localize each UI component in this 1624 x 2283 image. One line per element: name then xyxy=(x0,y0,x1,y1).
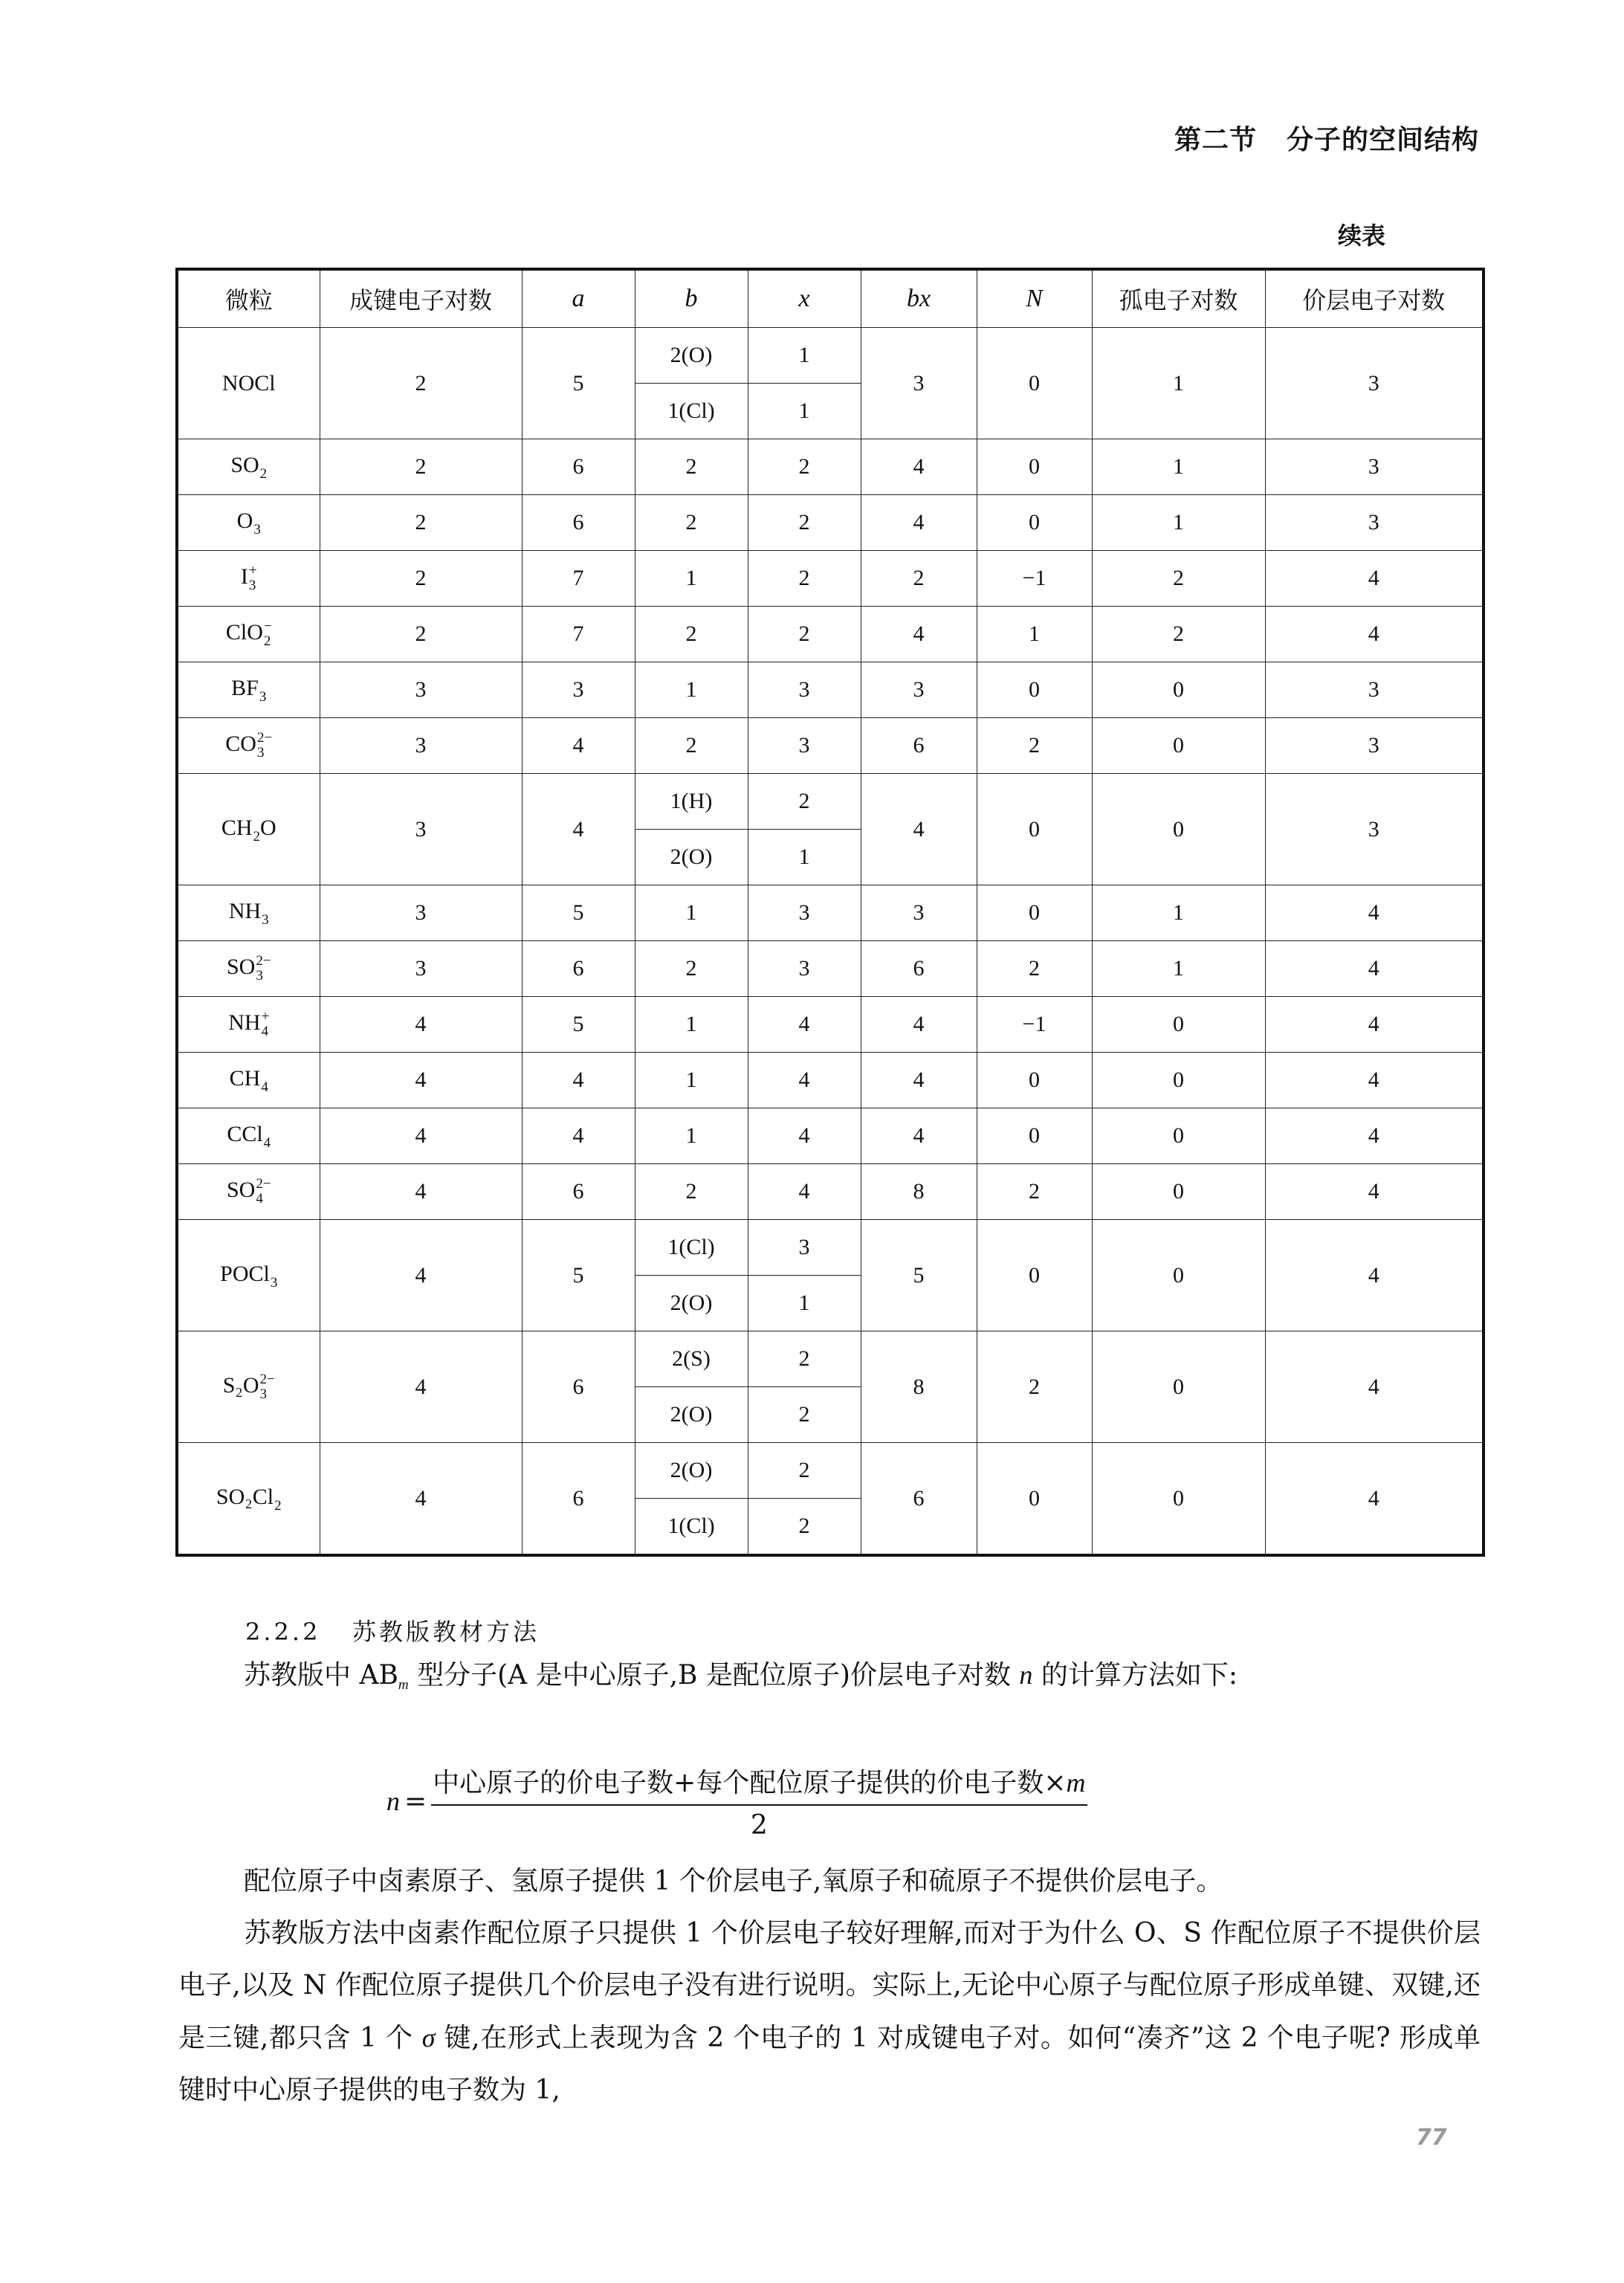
cell-x: 4 xyxy=(748,1164,861,1220)
cell-valence-pairs: 4 xyxy=(1265,941,1484,997)
species-formula: SO xyxy=(226,1177,256,1202)
cell-a: 6 xyxy=(522,1443,635,1556)
cell-bx: 4 xyxy=(861,607,977,662)
cell-b: 2 xyxy=(635,495,748,551)
paragraph-2 xyxy=(178,1856,1481,1908)
cell-x: 2 xyxy=(748,495,861,551)
species-subscript: 2 xyxy=(253,828,260,845)
species-scripts xyxy=(264,619,272,649)
cell-bx: 8 xyxy=(861,1164,977,1220)
cell-N: −1 xyxy=(977,997,1092,1053)
species-formula: S₂O xyxy=(222,1372,259,1398)
cell-N: −1 xyxy=(977,551,1092,607)
species-charge: + xyxy=(248,563,257,578)
p3-text-a: 苏教版方法中卤素作配位原子只提供 1 个价层电子较好理解,而对于为什么 O、S 作配位原子不提供价层电子,以及 N 作配位原子提供几个价层电子没有进行说明。实际上,无论中心原子与配位原子形成单键、双键,还是三键,都只含 1 个 xyxy=(178,1918,1481,2053)
cell-valence-pairs: 4 xyxy=(1265,551,1484,607)
species-scripts xyxy=(249,564,257,593)
vsepr-table xyxy=(175,268,1485,1557)
species-charge xyxy=(271,1261,278,1276)
cell-bonding-pairs: 4 xyxy=(320,997,522,1053)
cell-bx: 4 xyxy=(861,1053,977,1108)
table-row xyxy=(177,1331,1484,1387)
cell-x: 2 xyxy=(748,1387,861,1443)
species-subscript: 4 xyxy=(256,1191,263,1207)
cell-a: 7 xyxy=(522,551,635,607)
species-scripts xyxy=(257,731,272,761)
table-row xyxy=(177,1053,1484,1108)
species-subscript: 3 xyxy=(262,912,269,928)
cell-b: 2 xyxy=(635,941,748,997)
species-formula: I xyxy=(240,564,248,589)
species-formula: BF xyxy=(231,675,259,700)
cell-N: 2 xyxy=(977,1164,1092,1220)
cell-lone-pairs: 1 xyxy=(1092,885,1265,941)
section-number: 2.2.2 xyxy=(245,1618,321,1646)
species-charge xyxy=(274,1484,282,1499)
running-head xyxy=(1174,119,1479,157)
species-formula: SO xyxy=(226,954,256,979)
cell-valence-pairs: 3 xyxy=(1265,328,1484,439)
species-formula: SO₂Cl xyxy=(216,1484,274,1509)
species-scripts xyxy=(253,508,261,537)
paragraph-3 xyxy=(178,1908,1481,2116)
cell-N: 0 xyxy=(977,885,1092,941)
cell-x: 1 xyxy=(748,830,861,885)
species-formula-tail: O xyxy=(260,815,276,840)
cell-lone-pairs: 0 xyxy=(1092,1220,1265,1331)
species-formula: CH xyxy=(229,1065,261,1091)
cell-valence-pairs: 4 xyxy=(1265,885,1484,941)
cell-bonding-pairs: 4 xyxy=(320,1053,522,1108)
cell-b: 2(O) xyxy=(635,1443,748,1499)
table-row xyxy=(177,718,1484,774)
page-number: 77 xyxy=(1416,2125,1447,2151)
cell-lone-pairs: 0 xyxy=(1092,1108,1265,1164)
species-formula: O xyxy=(236,508,253,533)
cell-x: 1 xyxy=(748,1276,861,1331)
cell-a: 4 xyxy=(522,1053,635,1108)
species-charge xyxy=(253,508,261,523)
cell-bonding-pairs: 4 xyxy=(320,1164,522,1220)
cell-x: 4 xyxy=(748,997,861,1053)
cell-lone-pairs: 0 xyxy=(1092,662,1265,718)
cell-a: 6 xyxy=(522,495,635,551)
cell-a: 4 xyxy=(522,1108,635,1164)
species-scripts xyxy=(259,675,267,705)
cell-bx: 6 xyxy=(861,941,977,997)
cell-bonding-pairs: 3 xyxy=(320,941,522,997)
species-charge: 2− xyxy=(256,1176,271,1192)
species-formula: POCl xyxy=(220,1261,270,1286)
cell-valence-pairs: 4 xyxy=(1265,1443,1484,1556)
cell-bx: 3 xyxy=(861,662,977,718)
cell-b: 1 xyxy=(635,1053,748,1108)
cell-bonding-pairs: 2 xyxy=(320,439,522,495)
cell-a: 6 xyxy=(522,439,635,495)
cell-N: 0 xyxy=(977,774,1092,885)
table-row xyxy=(177,607,1484,662)
cell-bx: 3 xyxy=(861,885,977,941)
species-scripts xyxy=(256,954,271,984)
species-formula: CH xyxy=(221,815,253,840)
cell-b: 2 xyxy=(635,607,748,662)
species-scripts xyxy=(262,1010,270,1039)
cell-a: 6 xyxy=(522,1164,635,1220)
cell-bonding-pairs: 2 xyxy=(320,495,522,551)
cell-bx: 8 xyxy=(861,1331,977,1443)
cell-b: 1(H) xyxy=(635,774,748,830)
cell-b: 2 xyxy=(635,1164,748,1220)
species-subscript: 3 xyxy=(270,1274,278,1291)
cell-species xyxy=(177,1443,320,1556)
cell-lone-pairs: 1 xyxy=(1092,328,1265,439)
cell-x: 1 xyxy=(748,328,861,384)
p1-text-c: 的计算方法如下: xyxy=(1032,1660,1238,1691)
table-row xyxy=(177,1443,1484,1499)
cell-valence-pairs: 3 xyxy=(1265,439,1484,495)
cell-species xyxy=(177,1053,320,1108)
table-row xyxy=(177,997,1484,1053)
cell-species xyxy=(177,1331,320,1443)
p1-text-b: 型分子(A 是中心原子,B 是配位原子)价层电子对数 xyxy=(408,1660,1020,1691)
cell-b: 2 xyxy=(635,718,748,774)
species-subscript: 3 xyxy=(256,745,265,761)
cell-N: 0 xyxy=(977,439,1092,495)
species-subscript: 2 xyxy=(263,633,271,649)
cell-valence-pairs: 3 xyxy=(1265,774,1484,885)
table-row xyxy=(177,551,1484,607)
cell-valence-pairs: 3 xyxy=(1265,662,1484,718)
header-valence-pairs: 价层电子对数 xyxy=(1265,269,1484,328)
cell-x: 2 xyxy=(748,607,861,662)
cell-bx: 4 xyxy=(861,1108,977,1164)
table-row xyxy=(177,495,1484,551)
table-row xyxy=(177,1220,1484,1276)
cell-x: 4 xyxy=(748,1053,861,1108)
cell-b: 1 xyxy=(635,1108,748,1164)
cell-bx: 5 xyxy=(861,1220,977,1331)
cell-lone-pairs: 2 xyxy=(1092,551,1265,607)
formula-numerator xyxy=(431,1762,1087,1806)
cell-valence-pairs: 4 xyxy=(1265,1220,1484,1331)
cell-species xyxy=(177,885,320,941)
cell-bonding-pairs: 3 xyxy=(320,774,522,885)
cell-a: 5 xyxy=(522,1220,635,1331)
cell-N: 1 xyxy=(977,607,1092,662)
cell-lone-pairs: 0 xyxy=(1092,774,1265,885)
table-body xyxy=(177,328,1484,1556)
cell-a: 5 xyxy=(522,885,635,941)
formula-equals: = xyxy=(404,1786,427,1817)
cell-bx: 4 xyxy=(861,495,977,551)
cell-b: 1 xyxy=(635,551,748,607)
cell-lone-pairs: 0 xyxy=(1092,1164,1265,1220)
cell-species xyxy=(177,941,320,997)
running-head-section: 第二节 xyxy=(1174,125,1257,155)
p1-variable: n xyxy=(1019,1660,1033,1690)
species-formula: NOCl xyxy=(221,370,276,395)
cell-lone-pairs: 1 xyxy=(1092,439,1265,495)
species-formula: CO xyxy=(225,731,256,756)
cell-species xyxy=(177,607,320,662)
cell-x: 3 xyxy=(748,885,861,941)
formula xyxy=(386,1762,1087,1841)
species-formula: SO xyxy=(230,452,259,477)
cell-bonding-pairs: 4 xyxy=(320,1331,522,1443)
cell-b: 1(Cl) xyxy=(635,1499,748,1556)
cell-species xyxy=(177,1164,320,1220)
cell-N: 0 xyxy=(977,328,1092,439)
species-charge: 2− xyxy=(259,1371,275,1387)
species-charge xyxy=(253,815,261,830)
species-subscript: 4 xyxy=(261,1079,268,1095)
cell-lone-pairs: 1 xyxy=(1092,941,1265,997)
cell-N: 2 xyxy=(977,941,1092,997)
cell-valence-pairs: 4 xyxy=(1265,997,1484,1053)
cell-a: 6 xyxy=(522,1331,635,1443)
section-title: 苏教版教材方法 xyxy=(352,1618,540,1646)
species-charge: 2− xyxy=(256,953,271,969)
formula-lhs: n xyxy=(386,1786,400,1816)
cell-b: 1 xyxy=(635,997,748,1053)
cell-x: 2 xyxy=(748,1331,861,1387)
cell-b: 2(S) xyxy=(635,1331,748,1387)
cell-a: 4 xyxy=(522,774,635,885)
cell-x: 3 xyxy=(748,718,861,774)
species-charge xyxy=(260,452,268,467)
cell-bx: 4 xyxy=(861,439,977,495)
p1-text-a: 苏教版中 AB xyxy=(244,1660,398,1691)
species-formula: CCl xyxy=(227,1121,263,1146)
cell-bonding-pairs: 2 xyxy=(320,551,522,607)
cell-a: 5 xyxy=(522,997,635,1053)
table-row xyxy=(177,328,1484,384)
formula-fraction xyxy=(431,1762,1087,1841)
cell-valence-pairs: 4 xyxy=(1265,607,1484,662)
species-scripts xyxy=(264,1121,271,1151)
cell-N: 2 xyxy=(977,1331,1092,1443)
species-scripts xyxy=(261,1065,268,1095)
cell-valence-pairs: 4 xyxy=(1265,1053,1484,1108)
cell-species xyxy=(177,997,320,1053)
species-subscript: 3 xyxy=(259,1386,268,1402)
cell-b: 2(O) xyxy=(635,328,748,384)
header-a: a xyxy=(522,269,635,328)
table-header-row xyxy=(177,269,1484,328)
cell-b: 1 xyxy=(635,662,748,718)
numerator-text: 中心原子的价电子数+每个配位原子提供的价电子数× xyxy=(433,1768,1067,1798)
cell-bx: 3 xyxy=(861,328,977,439)
cell-b: 2(O) xyxy=(635,1387,748,1443)
cell-N: 0 xyxy=(977,1053,1092,1108)
cell-N: 2 xyxy=(977,718,1092,774)
species-scripts xyxy=(262,898,269,928)
table-row xyxy=(177,662,1484,718)
cell-valence-pairs: 3 xyxy=(1265,718,1484,774)
cell-b: 1 xyxy=(635,885,748,941)
species-charge xyxy=(264,1121,271,1136)
cell-bx: 4 xyxy=(861,997,977,1053)
formula-denominator: 2 xyxy=(750,1810,768,1841)
cell-N: 0 xyxy=(977,1220,1092,1331)
cell-bonding-pairs: 2 xyxy=(320,328,522,439)
species-charge xyxy=(262,898,269,913)
header-b: b xyxy=(635,269,748,328)
cell-species xyxy=(177,718,320,774)
cell-bx: 4 xyxy=(861,774,977,885)
numerator-variable: m xyxy=(1066,1768,1086,1798)
p1-subscript: m xyxy=(398,1677,409,1693)
p3-sigma: σ xyxy=(421,2023,436,2053)
species-scripts xyxy=(260,452,268,482)
cell-x: 2 xyxy=(748,1499,861,1556)
species-subscript: 4 xyxy=(263,1135,271,1151)
p3-text-b: 键,在形式上表现为含 2 个电子的 1 对成键电子对。如何“凑齐”这 2 个电子呢? 形成单键时中心原子提供的电子数为 1, xyxy=(178,2023,1481,2105)
species-subscript: 3 xyxy=(256,968,263,984)
cell-lone-pairs: 1 xyxy=(1092,495,1265,551)
cell-b: 2(O) xyxy=(635,1276,748,1331)
cell-x: 1 xyxy=(748,384,861,439)
cell-x: 3 xyxy=(748,662,861,718)
species-subscript: 2 xyxy=(259,466,268,482)
cell-bonding-pairs: 4 xyxy=(320,1108,522,1164)
cell-species xyxy=(177,1220,320,1331)
cell-b: 2 xyxy=(635,439,748,495)
cell-N: 0 xyxy=(977,1443,1092,1556)
cell-valence-pairs: 3 xyxy=(1265,495,1484,551)
cell-bx: 2 xyxy=(861,551,977,607)
cell-bonding-pairs: 4 xyxy=(320,1443,522,1556)
cell-b: 1(Cl) xyxy=(635,1220,748,1276)
cell-a: 6 xyxy=(522,941,635,997)
cell-species xyxy=(177,439,320,495)
cell-species xyxy=(177,551,320,607)
cell-bonding-pairs: 3 xyxy=(320,662,522,718)
section-heading xyxy=(245,1613,540,1647)
cell-lone-pairs: 0 xyxy=(1092,1053,1265,1108)
species-scripts xyxy=(256,1177,271,1207)
cell-lone-pairs: 2 xyxy=(1092,607,1265,662)
cell-bonding-pairs: 3 xyxy=(320,885,522,941)
cell-b: 1(Cl) xyxy=(635,384,748,439)
header-species: 微粒 xyxy=(177,269,320,328)
cell-N: 0 xyxy=(977,495,1092,551)
cell-species xyxy=(177,495,320,551)
header-N: N xyxy=(977,269,1092,328)
cell-species xyxy=(177,1108,320,1164)
cell-valence-pairs: 4 xyxy=(1265,1164,1484,1220)
cell-x: 3 xyxy=(748,941,861,997)
header-lone-pairs: 孤电子对数 xyxy=(1092,269,1265,328)
header-x: x xyxy=(748,269,861,328)
cell-lone-pairs: 0 xyxy=(1092,718,1265,774)
table-row xyxy=(177,1164,1484,1220)
cell-x: 3 xyxy=(748,1220,861,1276)
header-bx: bx xyxy=(861,269,977,328)
species-formula: ClO xyxy=(225,619,263,645)
cell-bonding-pairs: 2 xyxy=(320,607,522,662)
cell-a: 4 xyxy=(522,718,635,774)
cell-valence-pairs: 4 xyxy=(1265,1108,1484,1164)
species-formula: NH xyxy=(228,898,262,923)
cell-bx: 6 xyxy=(861,1443,977,1556)
cell-x: 2 xyxy=(748,1443,861,1499)
table-row xyxy=(177,774,1484,830)
paragraph-1 xyxy=(178,1649,1481,1711)
cell-valence-pairs: 4 xyxy=(1265,1331,1484,1443)
running-head-title: 分子的空间结构 xyxy=(1286,125,1479,155)
cell-bonding-pairs: 3 xyxy=(320,718,522,774)
table-row xyxy=(177,941,1484,997)
species-subscript: 3 xyxy=(253,522,261,537)
species-charge xyxy=(259,675,267,690)
species-charge: − xyxy=(263,619,272,634)
table-continued-label: 续表 xyxy=(1338,222,1386,250)
species-charge: 2− xyxy=(256,730,273,746)
species-charge: + xyxy=(261,1009,270,1024)
cell-a: 3 xyxy=(522,662,635,718)
cell-species xyxy=(177,774,320,885)
header-bonding-pairs: 成键电子对数 xyxy=(320,269,522,328)
cell-a: 5 xyxy=(522,328,635,439)
species-scripts xyxy=(271,1261,278,1291)
cell-x: 2 xyxy=(748,439,861,495)
cell-bonding-pairs: 4 xyxy=(320,1220,522,1331)
species-scripts xyxy=(274,1484,282,1514)
cell-lone-pairs: 0 xyxy=(1092,1331,1265,1443)
cell-species xyxy=(177,328,320,439)
species-subscript: 3 xyxy=(259,689,267,705)
cell-lone-pairs: 0 xyxy=(1092,1443,1265,1556)
cell-x: 4 xyxy=(748,1108,861,1164)
cell-a: 7 xyxy=(522,607,635,662)
table-row xyxy=(177,885,1484,941)
species-scripts xyxy=(253,815,261,845)
cell-b: 2(O) xyxy=(635,830,748,885)
cell-N: 0 xyxy=(977,662,1092,718)
cell-species xyxy=(177,662,320,718)
cell-x: 2 xyxy=(748,774,861,830)
species-subscript: 2 xyxy=(274,1497,282,1514)
cell-N: 0 xyxy=(977,1108,1092,1164)
cell-lone-pairs: 0 xyxy=(1092,997,1265,1053)
table-row xyxy=(177,1108,1484,1164)
species-subscript: 3 xyxy=(248,578,256,593)
table-row xyxy=(177,439,1484,495)
cell-x: 2 xyxy=(748,551,861,607)
species-formula: NH xyxy=(228,1010,261,1035)
species-scripts xyxy=(260,1372,275,1402)
cell-bx: 6 xyxy=(861,718,977,774)
species-charge xyxy=(261,1065,268,1080)
species-subscript: 4 xyxy=(261,1024,269,1039)
p2-text: 配位原子中卤素原子、氢原子提供 1 个价层电子,氧原子和硫原子不提供价层电子。 xyxy=(244,1866,1223,1896)
